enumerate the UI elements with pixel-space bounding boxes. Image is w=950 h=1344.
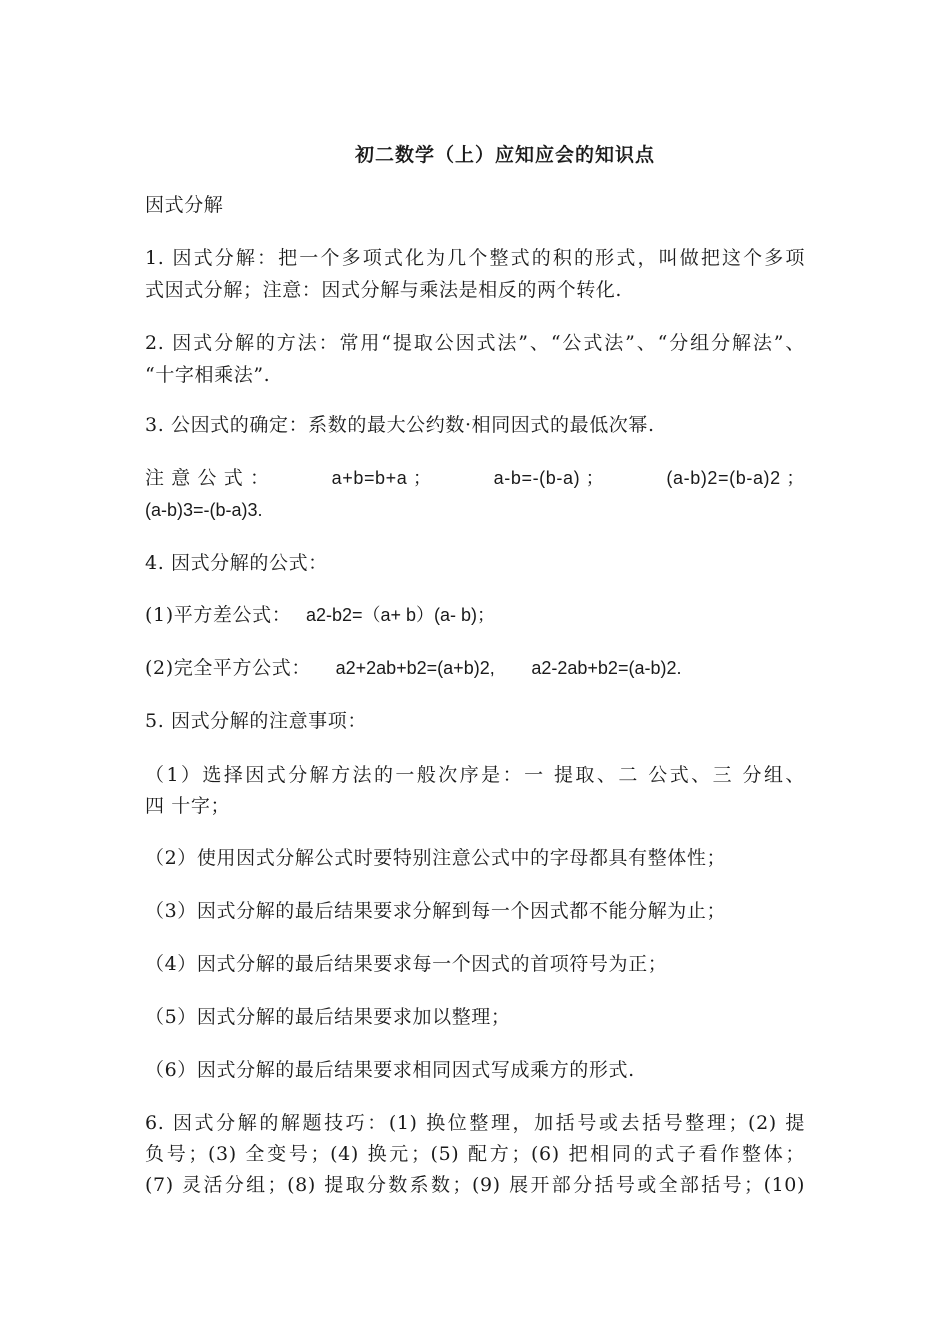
- note-label: 注 意 公 式 ：: [145, 467, 270, 489]
- note-6: （6）因式分解的最后结果要求相同因式写成乘方的形式.: [145, 1059, 635, 1081]
- note-1-line-2: 四 十字；: [145, 795, 231, 817]
- formula-1-label: (1)平方差公式：: [145, 604, 292, 626]
- item-2-line-1: 2. 因式分解的方法：常用“提取公因式法”、“公式法”、“分组分解法”、: [145, 332, 805, 354]
- formula-difference-of-squares: [145, 600, 805, 630]
- formula-negation: a-b=-(b-a) ；: [493, 468, 605, 488]
- note-5: （5）因式分解的最后结果要求加以整理；: [145, 1006, 511, 1028]
- formula-2-expr-1: a2+2ab+b2=(a+b)2,: [335, 658, 495, 678]
- item-3-line-1: 3. 公因式的确定：系数的最大公约数·相同因式的最低次幂.: [145, 414, 655, 436]
- item-1-line-2: 式因式分解；注意：因式分解与乘法是相反的两个转化.: [145, 279, 623, 301]
- formula-2-expr-2: a2-2ab+b2=(a-b)2.: [531, 658, 682, 678]
- section-heading: 因式分解: [145, 194, 224, 216]
- note-formulas-row: [145, 463, 805, 493]
- formula-1-expr: a2-b2=（a+ b）(a- b)；: [305, 605, 496, 625]
- formula-perfect-square: [145, 653, 805, 683]
- item-6-line-2: 负号；(3) 全变号；(4) 换元；(5) 配方；(6) 把相同的式子看作整体；: [145, 1143, 805, 1165]
- formula-cube-swap: (a-b)3=-(b-a)3.: [145, 500, 263, 520]
- note-1-line-1: （1）选择因式分解方法的一般次序是：一 提取、二 公式、三 分组、: [145, 764, 805, 786]
- item-5-line-1: 5. 因式分解的注意事项：: [145, 710, 367, 732]
- formula-square-swap: (a-b)2=(b-a)2 ；: [666, 468, 805, 488]
- formula-2-label: (2)完全平方公式：: [145, 657, 311, 679]
- item-1-line-1: 1. 因式分解：把一个多项式化为几个整式的积的形式，叫做把这个多项: [145, 247, 805, 269]
- item-6-line-3: (7) 灵活分组；(8) 提取分数系数；(9) 展开部分括号或全部括号；(10): [145, 1174, 805, 1196]
- item-6-line-1: 6. 因式分解的解题技巧：(1) 换位整理，加括号或去括号整理；(2) 提: [145, 1112, 805, 1134]
- note-3: （3）因式分解的最后结果要求分解到每一个因式都不能分解为止；: [145, 900, 727, 922]
- note-4: （4）因式分解的最后结果要求每一个因式的首项符号为正；: [145, 953, 668, 975]
- item-4-line-1: 4. 因式分解的公式：: [145, 552, 328, 574]
- note-2: （2）使用因式分解公式时要特别注意公式中的字母都具有整体性；: [145, 847, 727, 869]
- formula-commutative: a+b=b+a ；: [331, 468, 432, 488]
- page-title: 初二数学（上）应知应会的知识点: [354, 144, 655, 166]
- item-2-line-2: “十字相乘法”.: [145, 364, 271, 386]
